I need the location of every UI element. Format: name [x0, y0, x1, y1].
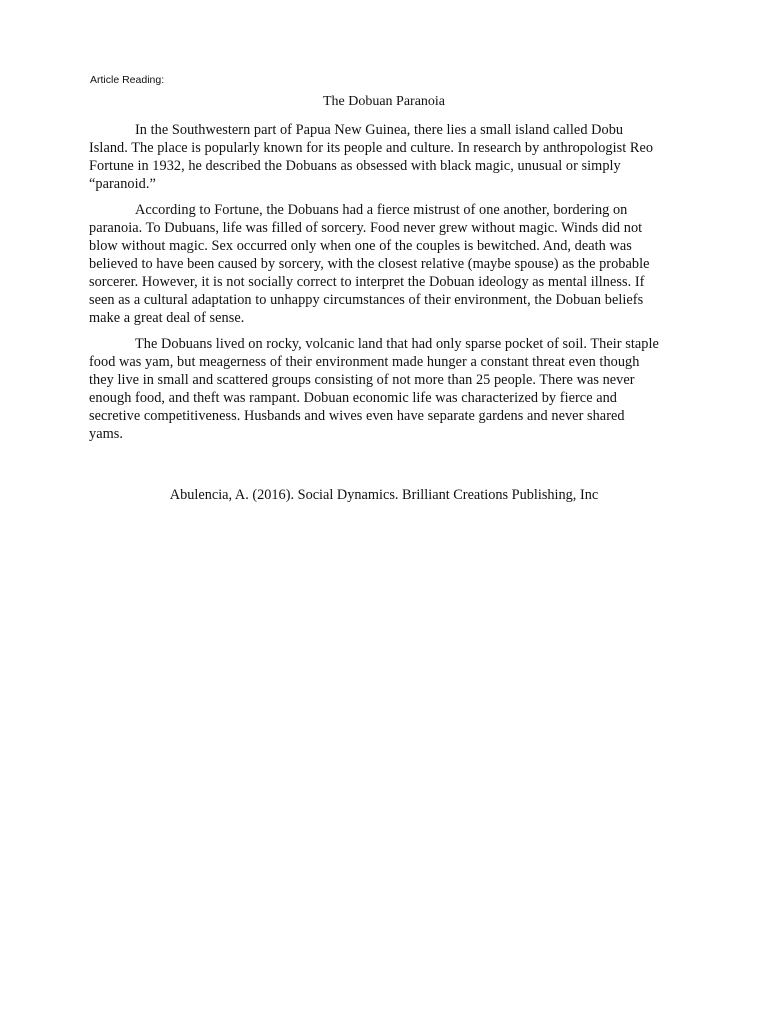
- article-title: The Dobuan Paranoia: [322, 94, 446, 109]
- article-reading-label: Article Reading:: [90, 74, 165, 86]
- citation: Abulencia, A. (2016). Social Dynamics. Brilliant Creations Publishing, Inc: [169, 487, 599, 503]
- paragraph-3: The Dobuans lived on rocky, volcanic land that had only sparse pocket of soil. Their staple food was yam, but meagerness of their environment made hunger a constant threat even though they live in small and scattered groups consisting of not more than 25 people. There was never enough food, and theft was rampant. Dobuan economic life was characterized by fierce and secretive competitiveness. Husbands and wives even have separate gardens and never shared yams.: [89, 336, 659, 442]
- article-body: [89, 121, 659, 451]
- paragraph-2: According to Fortune, the Dobuans had a fierce mistrust of one another, bordering on paranoia. To Dubuans, life was filled of sorcery. Food never grew without magic. Winds did not blow without magic. Sex occurred only when one of the couples is bewitched. And, death was believed to have been caused by sorcery, with the closest relative (maybe spouse) as the probable sorcerer. However, it is not socially correct to interpret the Dobuan ideology as mental illness. If seen as a cultural adaptation to unhappy circumstances of their environment, the Dobuan beliefs make a great deal of sense.: [89, 202, 650, 326]
- paragraph-1: In the Southwestern part of Papua New Guinea, there lies a small island called Dobu Island. The place is popularly known for its people and culture. In research by anthropologist Reo Fortune in 1932, he described the Dobuans as obsessed with black magic, unusual or simply “paranoid.”: [89, 122, 654, 192]
